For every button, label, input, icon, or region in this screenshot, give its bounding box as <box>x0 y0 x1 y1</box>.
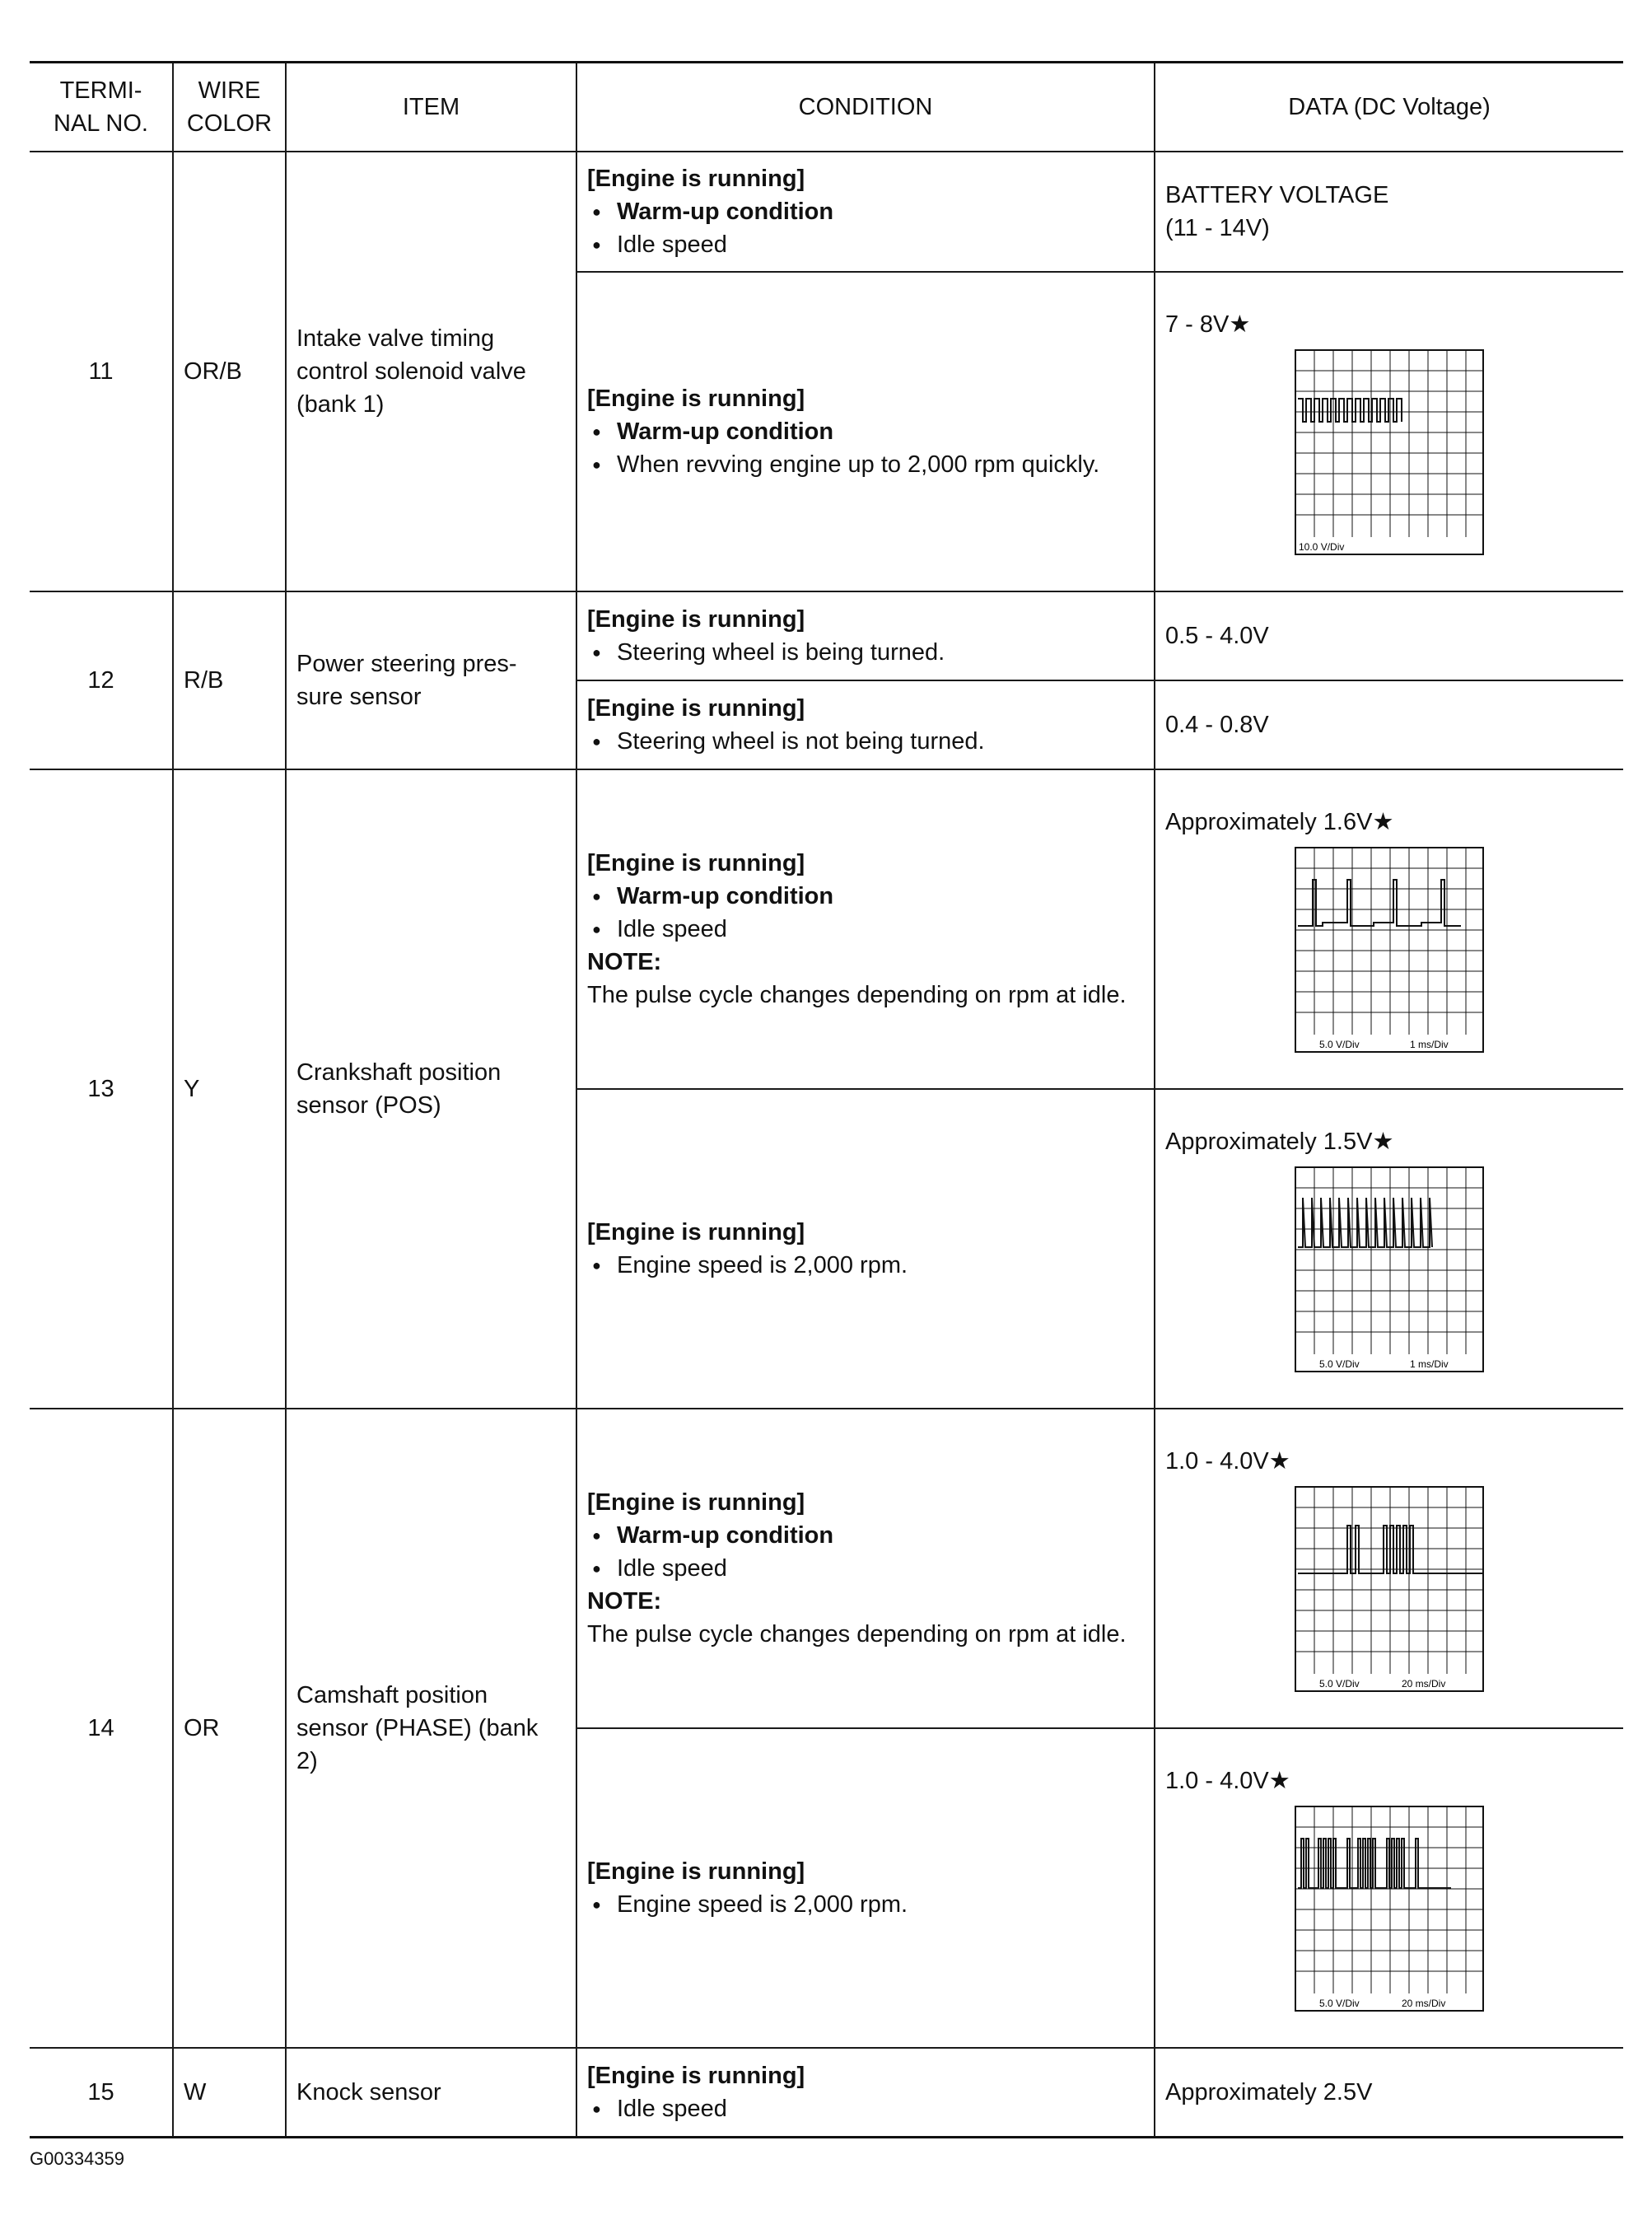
table-row <box>30 1409 1623 1728</box>
condition-note-text: The pulse cycle changes depending on rpm at idle. <box>587 982 1127 1008</box>
condition-title: [Engine is running] <box>587 1219 805 1246</box>
table-row <box>30 152 1623 272</box>
condition-bullet: ● Engine speed is 2,000 rpm. <box>587 1888 1144 1921</box>
wire-color: W <box>173 2048 286 2137</box>
header-terminal: TERMI- NAL NO. <box>30 63 173 152</box>
condition-cell <box>576 680 1155 769</box>
condition-cell <box>576 2048 1155 2137</box>
document-code: G00334359 <box>30 2148 124 2169</box>
scope-volt-label: 5.0 V/Div <box>1319 1998 1360 2009</box>
table-header-row <box>30 63 1623 152</box>
wire-color: OR/B <box>173 152 286 591</box>
scope-time-label: 20 ms/Div <box>1402 1998 1446 2009</box>
data-cell: 0.4 - 0.8V <box>1155 680 1623 769</box>
scope-time-label: 1 ms/Div <box>1410 1358 1449 1370</box>
header-wire-color: WIRE COLOR <box>173 63 286 152</box>
data-value: Approximately 1.5V★ <box>1165 1129 1394 1155</box>
condition-bullet: ● Warm-up condition <box>587 1519 1144 1552</box>
terminal-number: 14 <box>30 1409 173 2048</box>
scope-scale-label: 10.0 V/Div <box>1299 541 1345 553</box>
condition-bullet: ● Steering wheel is not being turned. <box>587 725 1144 758</box>
oscilloscope-waveform-icon <box>1295 1486 1484 1692</box>
wiring-data-sheet <box>30 61 1623 2138</box>
oscilloscope-waveform-icon <box>1295 847 1484 1053</box>
item-name: Crankshaft position sensor (POS) <box>286 769 576 1409</box>
data-cell <box>1155 152 1623 272</box>
data-value: Approximately 1.6V★ <box>1165 809 1394 835</box>
condition-bullet: ● Warm-up condition <box>587 880 1144 913</box>
condition-bullet: ● Warm-up condition <box>587 195 1144 228</box>
condition-bullet: ● Idle speed <box>587 2092 1144 2125</box>
condition-title: [Engine is running] <box>587 386 805 412</box>
scope-volt-label: 5.0 V/Div <box>1319 1358 1360 1370</box>
terminal-number: 11 <box>30 152 173 591</box>
item-name: Knock sensor <box>286 2048 576 2137</box>
condition-title: [Engine is running] <box>587 1489 805 1516</box>
condition-note-label: NOTE: <box>587 949 662 975</box>
terminal-number: 15 <box>30 2048 173 2137</box>
condition-bullet: ● Idle speed <box>587 228 1144 261</box>
condition-title: [Engine is running] <box>587 166 805 192</box>
table-row <box>30 2048 1623 2137</box>
condition-bullet: ● Idle speed <box>587 1552 1144 1585</box>
condition-bullet: ● When revving engine up to 2,000 rpm quickly. <box>587 448 1144 481</box>
data-cell <box>1155 1409 1623 1728</box>
condition-note-text: The pulse cycle changes depending on rpm at idle. <box>587 1621 1127 1647</box>
condition-title: [Engine is running] <box>587 606 805 633</box>
data-value: 1.0 - 4.0V★ <box>1165 1448 1290 1475</box>
wire-color: OR <box>173 1409 286 2048</box>
item-name: Power steering pres- sure sensor <box>286 591 576 769</box>
data-value: BATTERY VOLTAGE <box>1165 182 1389 208</box>
data-cell <box>1155 1728 1623 2048</box>
wire-color: R/B <box>173 591 286 769</box>
data-value: 1.0 - 4.0V★ <box>1165 1768 1290 1794</box>
header-condition: CONDITION <box>576 63 1155 152</box>
table-row <box>30 591 1623 680</box>
condition-title: [Engine is running] <box>587 2062 805 2089</box>
condition-cell <box>576 1409 1155 1728</box>
condition-bullet: ● Warm-up condition <box>587 415 1144 448</box>
scope-volt-label: 5.0 V/Div <box>1319 1039 1360 1050</box>
data-cell <box>1155 272 1623 591</box>
data-cell: 0.5 - 4.0V <box>1155 591 1623 680</box>
header-data: DATA (DC Voltage) <box>1155 63 1623 152</box>
data-value: 7 - 8V★ <box>1165 311 1251 338</box>
terminal-number: 12 <box>30 591 173 769</box>
condition-title: [Engine is running] <box>587 1858 805 1885</box>
condition-bullet: ● Steering wheel is being turned. <box>587 636 1144 669</box>
data-value: (11 - 14V) <box>1165 215 1270 241</box>
condition-note-label: NOTE: <box>587 1588 662 1615</box>
condition-cell <box>576 1089 1155 1409</box>
wire-color: Y <box>173 769 286 1409</box>
condition-cell <box>576 769 1155 1089</box>
data-cell <box>1155 1089 1623 1409</box>
scope-time-label: 20 ms/Div <box>1402 1678 1446 1690</box>
condition-cell <box>576 1728 1155 2048</box>
terminal-number: 13 <box>30 769 173 1409</box>
condition-bullet: ● Idle speed <box>587 913 1144 946</box>
oscilloscope-waveform-icon <box>1295 1806 1484 2012</box>
table-row <box>30 769 1623 1089</box>
scope-time-label: 1 ms/Div <box>1410 1039 1449 1050</box>
header-item: ITEM <box>286 63 576 152</box>
oscilloscope-waveform-icon <box>1295 1166 1484 1372</box>
condition-cell <box>576 591 1155 680</box>
condition-bullet: ● Engine speed is 2,000 rpm. <box>587 1249 1144 1282</box>
scope-volt-label: 5.0 V/Div <box>1319 1678 1360 1690</box>
condition-cell <box>576 272 1155 591</box>
condition-cell <box>576 152 1155 272</box>
condition-title: [Engine is running] <box>587 695 805 722</box>
data-cell <box>1155 769 1623 1089</box>
item-name: Camshaft position sensor (PHASE) (bank 2) <box>286 1409 576 2048</box>
item-name: Intake valve timing control solenoid valve (bank 1) <box>286 152 576 591</box>
data-cell: Approximately 2.5V <box>1155 2048 1623 2137</box>
condition-title: [Engine is running] <box>587 850 805 876</box>
oscilloscope-waveform-icon <box>1295 349 1484 555</box>
terminal-data-table <box>30 61 1623 2138</box>
